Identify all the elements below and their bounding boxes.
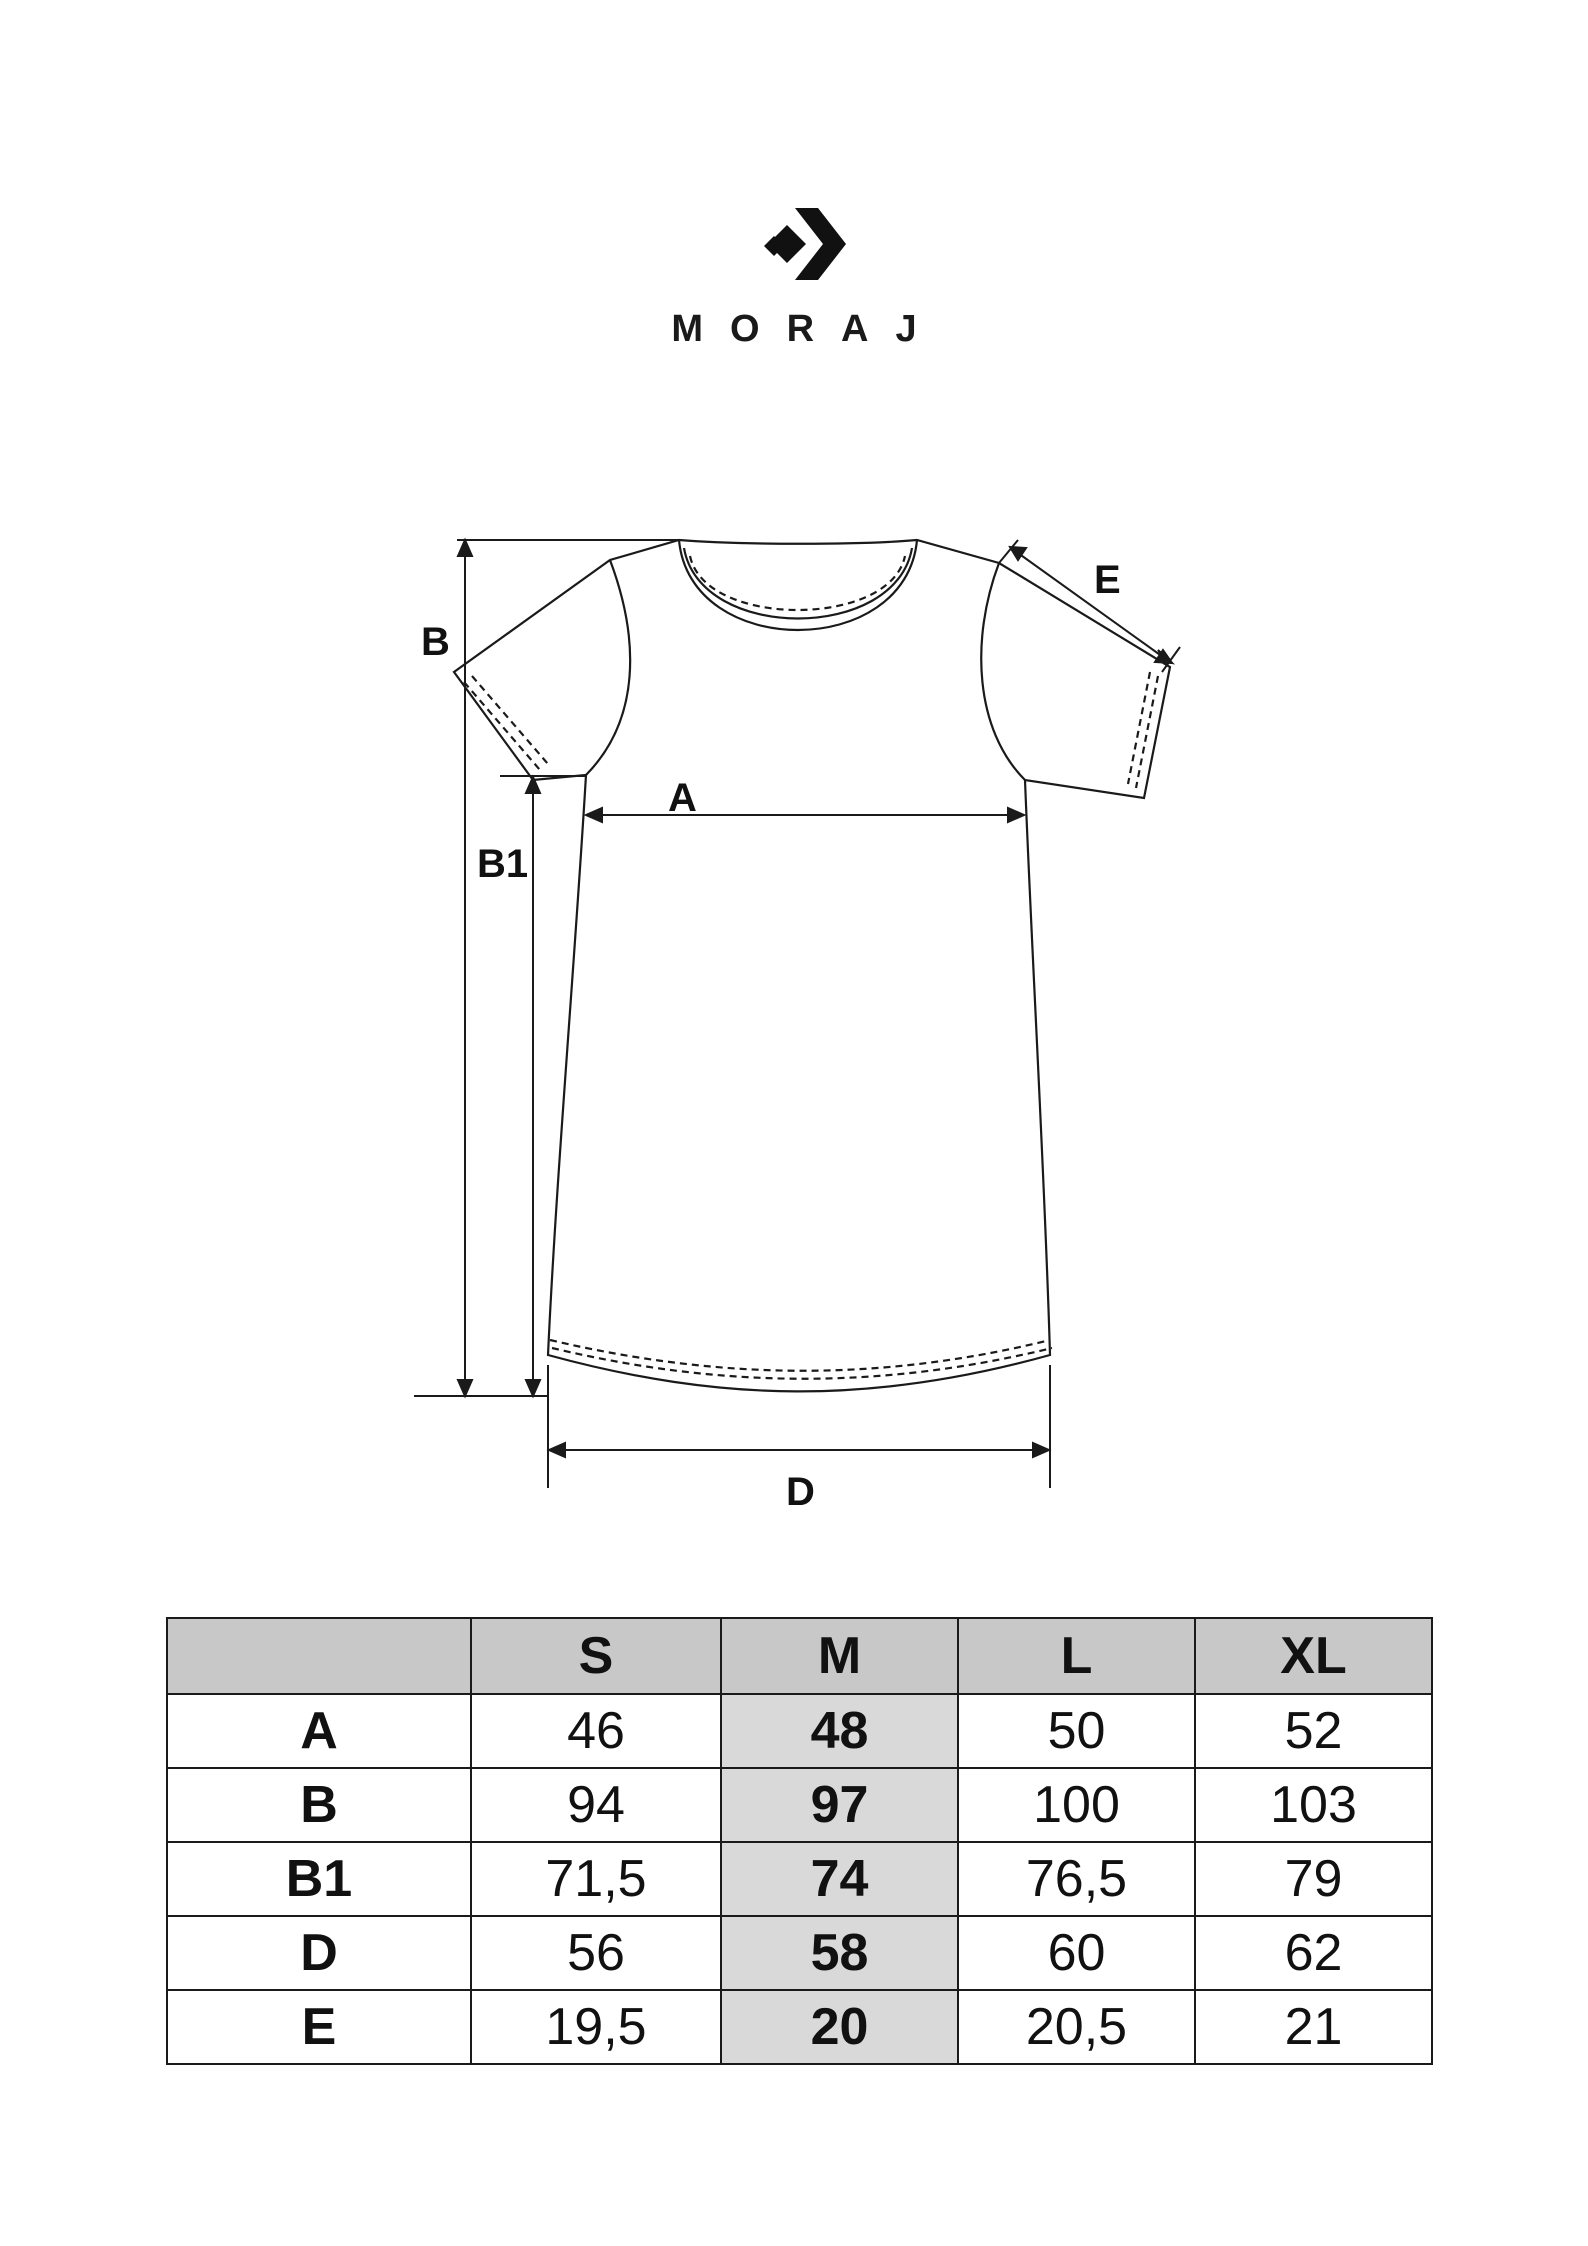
neckline [679,540,917,630]
table-cell: 100 [958,1768,1195,1842]
table-cell: 71,5 [471,1842,721,1916]
table-cell-highlighted: 20 [721,1990,958,2064]
row-label: D [167,1916,471,1990]
table-cell: 79 [1195,1842,1432,1916]
table-cell-highlighted: 58 [721,1916,958,1990]
table-row [167,1842,1432,1916]
table-cell: 62 [1195,1916,1432,1990]
table-cell: 56 [471,1916,721,1990]
size-header-s: S [471,1618,721,1694]
garment-outline [454,540,1170,1391]
table-cell-highlighted: 97 [721,1768,958,1842]
size-chart-table [166,1617,1433,2065]
table-cell: 19,5 [471,1990,721,2064]
dimension-label-d: D [786,1470,815,1514]
table-cell: 103 [1195,1768,1432,1842]
table-cell: 20,5 [958,1990,1195,2064]
table-row [167,1694,1432,1768]
dimension-label-a: A [668,776,697,820]
right-armhole [981,563,1025,780]
table-cell-highlighted: 74 [721,1842,958,1916]
table-cell: 94 [471,1768,721,1842]
table-cell-highlighted: 48 [721,1694,958,1768]
size-header-m: M [721,1618,958,1694]
size-header-l: L [958,1618,1195,1694]
table-cell: 60 [958,1916,1195,1990]
dimension-label-b: B [421,620,450,664]
left-armhole [586,560,630,775]
row-label: E [167,1990,471,2064]
table-row [167,1768,1432,1842]
table-cell: 76,5 [958,1842,1195,1916]
row-label: A [167,1694,471,1768]
table-cell: 52 [1195,1694,1432,1768]
row-label: B1 [167,1842,471,1916]
dimension-label-b1: B1 [477,842,529,886]
table-cell: 50 [958,1694,1195,1768]
table-row [167,1916,1432,1990]
size-header-row [167,1618,1432,1694]
size-header-xl: XL [1195,1618,1432,1694]
table-row [167,1990,1432,2064]
table-cell: 46 [471,1694,721,1768]
table-cell: 21 [1195,1990,1432,2064]
table-corner-cell [167,1618,471,1694]
brand-name: MORAJ [671,308,944,350]
dimension-label-e: E [1094,558,1121,602]
row-label: B [167,1768,471,1842]
